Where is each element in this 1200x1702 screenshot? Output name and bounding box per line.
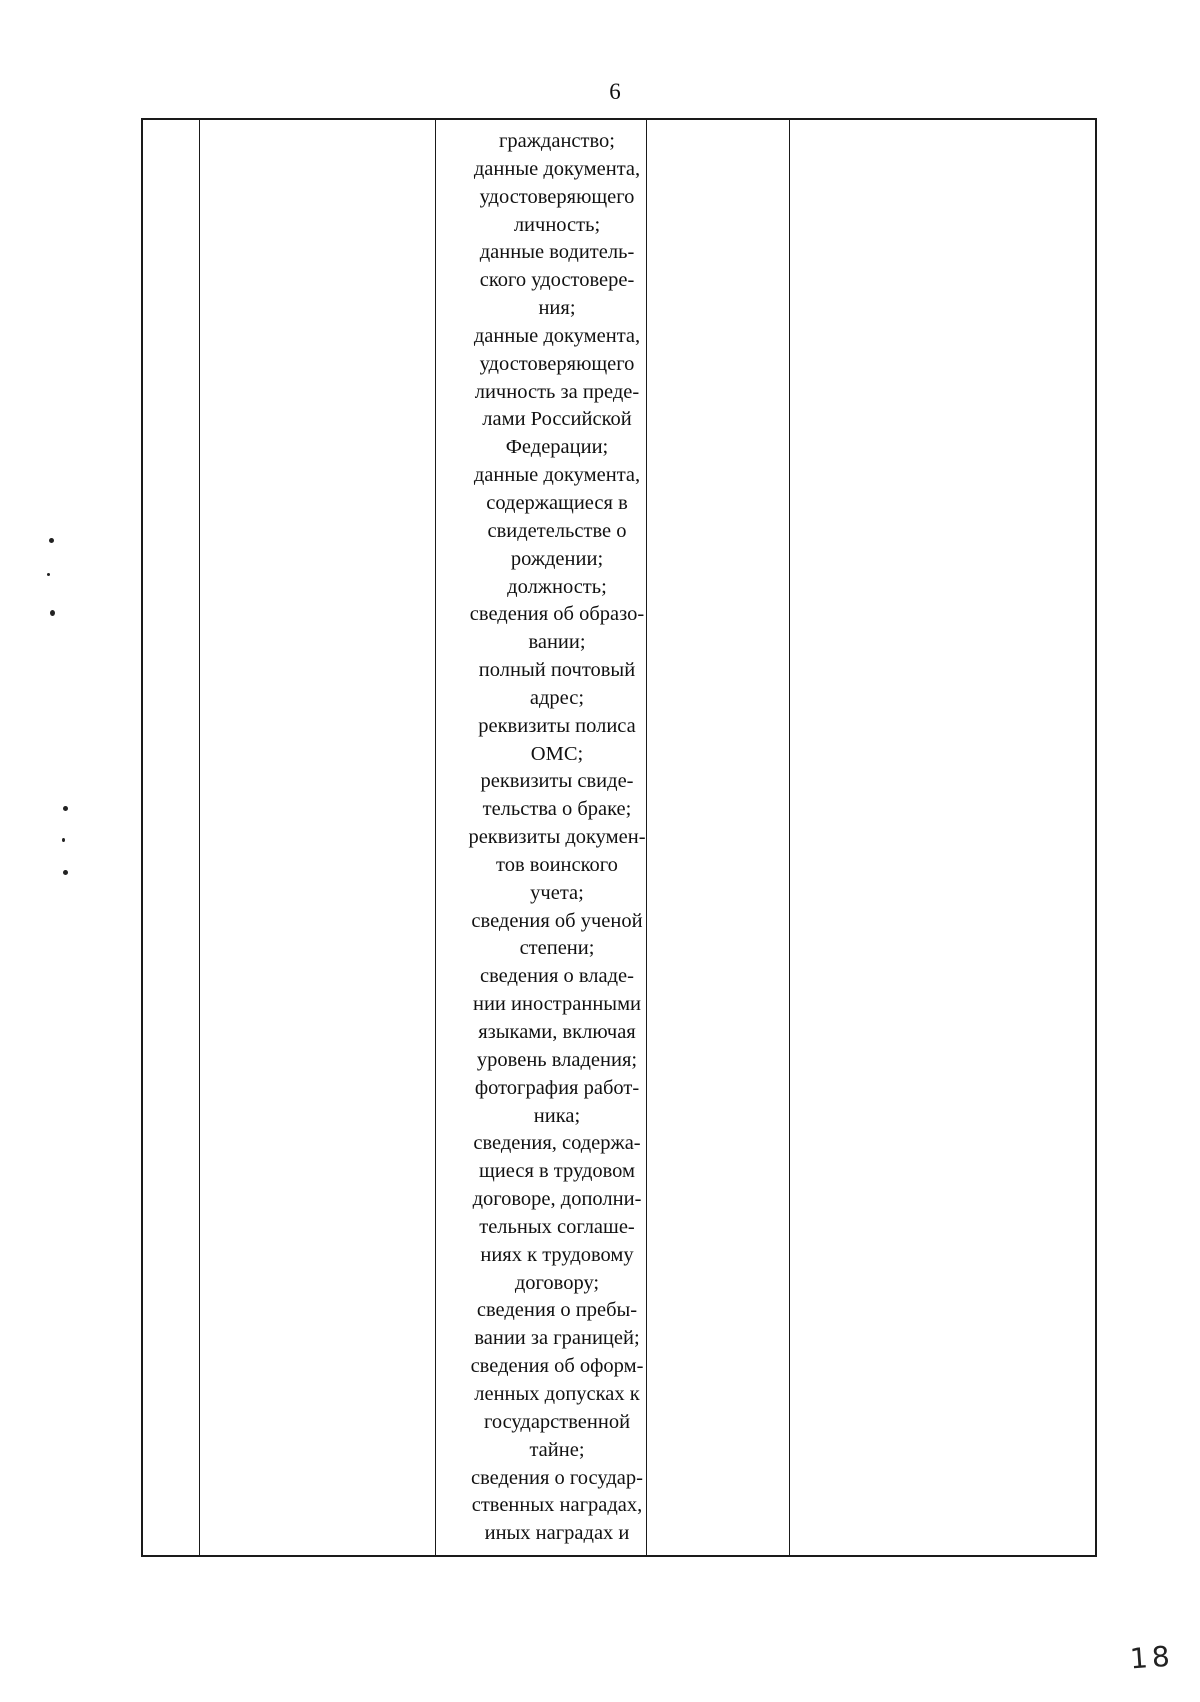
cell-text-line: языками, включая (478, 1021, 636, 1043)
cell-text-line: реквизиты полиса (478, 714, 636, 737)
cell-text-line: полный почтовый (478, 659, 636, 682)
page-number: 6 (609, 79, 621, 104)
scan-speck (63, 806, 68, 811)
cell-text-line: сведения о владе- (480, 965, 634, 988)
cell-text-line: данные водитель- (479, 241, 635, 264)
cell-text-line: должность; (507, 575, 607, 598)
cell-text-line: сведения об образо- (469, 603, 645, 626)
scan-speck (62, 838, 65, 842)
cell-text-line: гражданство; (499, 130, 615, 152)
cell-text-line: иных наградах и (484, 1522, 630, 1545)
cell-text-line: договоре, дополни- (472, 1188, 642, 1211)
cell-text-line: фотография работ- (474, 1076, 640, 1099)
cell-text-line: щиеся в трудовом (478, 1160, 636, 1183)
cell-text-line: адрес; (529, 686, 585, 709)
column-divider-1 (199, 120, 200, 1555)
cell-text-line: ОМС; (530, 742, 584, 765)
cell-text-line: ленных допусках к (474, 1382, 640, 1405)
cell-text-line: сведения о пребы- (476, 1299, 638, 1322)
personal-data-categories-cell (448, 128, 666, 1548)
cell-text-line: учета; (530, 881, 584, 904)
cell-text-line: рождении; (510, 547, 604, 570)
cell-text-line: нии иностранными (472, 993, 642, 1016)
scan-speck (49, 538, 54, 543)
cell-text-line: ственных наградах, (471, 1494, 643, 1517)
cell-text-line: государственной (483, 1410, 631, 1433)
cell-text-line: удостоверяющего (479, 185, 635, 208)
cell-text-line: тельства о браке; (482, 798, 632, 821)
cell-text-line: лами Российской (482, 408, 632, 431)
cell-text-line: данные документа, (473, 324, 641, 347)
cell-text-line: ниях к трудовому (480, 1243, 634, 1266)
cell-text-line: тайне; (529, 1438, 585, 1461)
cell-text-line: Федерации; (505, 436, 609, 459)
cell-text-line: степени; (519, 937, 595, 960)
cell-text-line: ния; (538, 297, 576, 320)
document-table (141, 118, 1097, 1557)
column-divider-4 (789, 120, 790, 1555)
cell-text-line: уровень владения; (476, 1048, 638, 1071)
column-divider-2 (435, 120, 436, 1555)
cell-text-line: реквизиты докумен- (468, 826, 646, 849)
cell-text-line: данные документа, (473, 157, 641, 180)
cell-text-line: сведения об оформ- (470, 1355, 644, 1378)
cell-text-line: ского удостовере- (479, 269, 635, 292)
cell-text-line: ника; (533, 1104, 581, 1127)
cell-text-line: сведения, содержа- (473, 1132, 641, 1155)
cell-text-line: сведения о государ- (471, 1466, 643, 1489)
scan-speck (50, 610, 55, 616)
cell-text-line: реквизиты свиде- (480, 770, 634, 793)
cell-text-line: личность; (513, 213, 601, 236)
cell-text-line: данные документа, (473, 464, 641, 487)
handwritten-sheet-number: 18 (1128, 1639, 1175, 1676)
cell-text-line: удостоверяющего (479, 352, 635, 375)
scan-speck (47, 573, 50, 576)
cell-text-line: тельных соглаше- (479, 1215, 635, 1238)
cell-text-line: договору; (514, 1271, 600, 1294)
cell-text-line: содержащиеся в (486, 491, 628, 514)
cell-text-line: свидетельстве о (487, 519, 627, 542)
cell-text-line: сведения об ученой (471, 909, 643, 932)
cell-text-line: вании; (528, 631, 586, 654)
cell-text-line: вании за границей; (474, 1327, 640, 1350)
scan-speck (63, 870, 68, 875)
cell-text-line: личность за преде- (474, 380, 640, 403)
cell-text-line: тов воинского (496, 853, 618, 876)
